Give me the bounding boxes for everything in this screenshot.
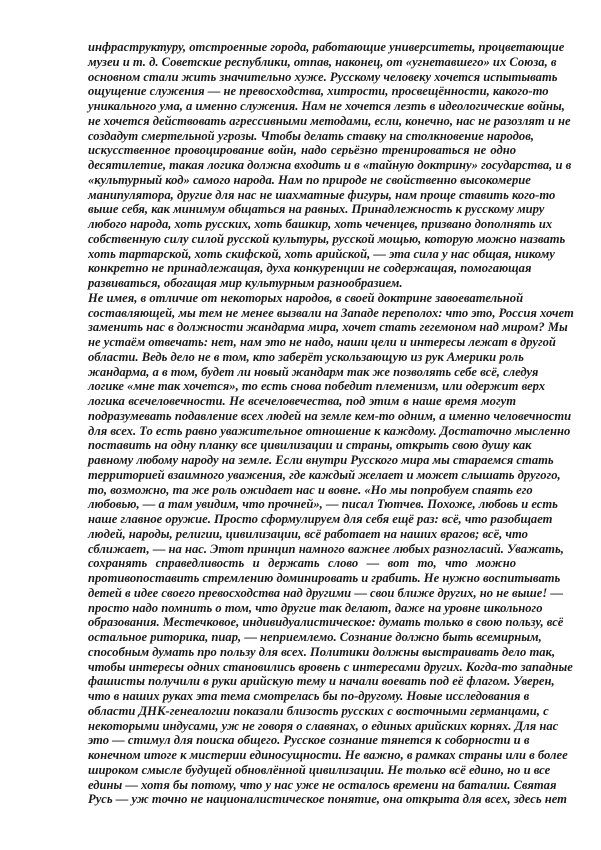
text-line: просто надо помнить о том, что другие так делают, даже на уровне школьного [88,600,543,615]
paragraph [88,40,572,291]
text-line: что в наших руках эта тема смотрелась бы по-другому. Новые исследования в [88,689,530,703]
text-line: способным думать про пользу для всех. Политики должны выстраивать дело так, [88,644,556,659]
text-line: фашисты получили в руки арийскую тему и начали воевать под её флагом. Уверен, [88,674,555,689]
text-line: уникального ума, а именно служения. Нам не хочется лезть в идеологические войны, [88,99,565,113]
text-line: некоторыми индусами, уж не говоря о славянах, о единых арийских корнях. Для нас [88,718,559,733]
text-line: жандарма, а в том, будет ли новый жандарм так же позволять себе всё, следуя [88,364,539,379]
text-line: собственную силу силой русской культуры, русской мощью, которую можно назвать [88,231,566,246]
text-line: не хочется действовать агрессивными методами, если, конечно, нас не разозлят и не [88,113,571,128]
text-line: сближает, — на нас. Этот принцип намного важнее любых разногласий. Уважать, [88,541,564,556]
text-line: ощущение служения — не превосходства, хитрости, просвещённости, какого-то [88,84,549,99]
text-line: любовью, — а там увидим, что прочней», — писал Тютчев. Похоже, любовь и есть [88,497,558,512]
text-line: манипулятора, другие для нас не шахматные фигуры, нам проще ставить кого-то [88,187,556,202]
text-line: десятилетие, такая логика должна входить и в «тайную доктрину» государства, и в [88,158,572,172]
text-line: детей в идее своего превосходства над другими — свои ближе других, но не выше! — [88,585,564,600]
text-line: области. Ведь дело не в том, кто заберёт ускользающую из рук Америки роль [88,349,524,364]
text-line: чтобы интересы одних становились вровень с интересами других. Когда-то западные [88,659,573,674]
text-line: не устаём отвечать: нет, нам это не надо, наши цели и интересы лежат в другой [88,335,556,349]
text-line: выше себя, как минимум общаться на равных. Принадлежность к русскому миру [88,202,545,217]
text-line: образования. Местечковое, индивидуалистическое: думать только в свою пользу, всё [88,615,564,630]
text-line: для всех. То есть равно уважительное отношение к каждому. Достаточно мысленно [88,423,571,438]
text-line: равному любому народу на земле. Если внутри Русского мира мы стараемся стать [88,453,554,467]
text-line: создадут смертельной угрозы. Чтобы делать ставку на столкновение народов, [88,128,534,143]
text-line: инфраструктуру, отстроенные города, работающие университеты, процветающие [88,40,565,54]
text-line: любого народа, хоть русских, хоть башкир, хоть чеченцев, призвано дополнять их [88,217,553,231]
text-line: «культурный код» самого народа. Нам по природе не свойственно высокомерие [88,172,531,187]
text-line: сохранять справедливость и держать слово — вот то, что можно [88,556,516,571]
text-line: заменить нас в должности жандарма мира, хочет стать гегемоном над миром? Мы [88,320,568,335]
text-line: территорией взаимного уважения, где каждый желает и может слышать другого, [88,467,561,482]
text-line: остальное риторика, пиар, — неприемлемо. Сознание должно быть всемирным, [88,630,542,644]
text-line: основном стали жить значительно хуже. Русскому человеку хочется испытывать [88,69,558,84]
document-page [88,40,574,807]
paragraph [88,290,574,807]
text-line: области ДНК-генеалогии показали близость русских с восточными германцами, с [88,703,549,718]
text-line: это — стимул для поиска общего. Русское сознание тянется к соборности и в [88,733,530,748]
text-line: искусственное провоцирование войн, надо серьёзно тренироваться не одно [88,143,516,158]
text-line: противопоставить стремлению доминировать и грабить. Не нужно воспитывать [88,571,561,585]
text-line: хоть тартарской, хоть скифской, хоть арийской, — эта сила у нас общая, никому [88,246,555,261]
text-line: едины — хотя бы потому, что у нас уже не осталось времени на баталии. Святая [88,777,557,792]
text-line: составляющей, мы тем не менее вызвали на Западе переполох: что это, Россия хочет [88,305,574,320]
text-line: людей, народы, религии, цивилизации, всё работает на наших врагов; всё, что [88,526,528,541]
text-line: логике «мне так хочется», то есть снова победит племенизм, или одержит верх [88,379,545,394]
text-line: конечном итоге к мистерии единосущности. Не важно, в рамках страны или в более [88,748,568,762]
text-line: Не имея, в отличие от некоторых народов, в своей доктрине завоевательной [88,290,524,305]
text-line: логика всечеловечности. Не всечеловечества, под этим в наше время могут [88,394,516,408]
text-line: широком смысле будущей обновлённой цивилизации. Не только всё едино, но и все [88,762,551,777]
text-line: поставить на одну планку все цивилизации и страны, открыть свою душу как [88,438,532,453]
text-line: музеи и т. д. Советские республики, отпав, наконец, от «угнетавшего» их Союза, в [88,54,557,69]
text-line: развиваться, обогащая мир культурным разнообразием. [88,276,403,290]
text-line: Русь — уж точно не националистическое понятие, она открыта для всех, здесь нет [88,792,567,807]
text-line: то, возможно, та же роль ожидает нас и вовне. «Но мы попробуем спаять его [88,482,533,497]
text-line: наше главное оружие. Просто сформулируем для себя ещё раз: всё, что разобщает [88,512,553,526]
text-line: подразумевать подавление всех людей на земле кем-то одним, а именно человечности [88,408,572,423]
text-line: конкретно не принадлежащая, духа конкуренции не содержащая, помогающая [88,261,532,276]
